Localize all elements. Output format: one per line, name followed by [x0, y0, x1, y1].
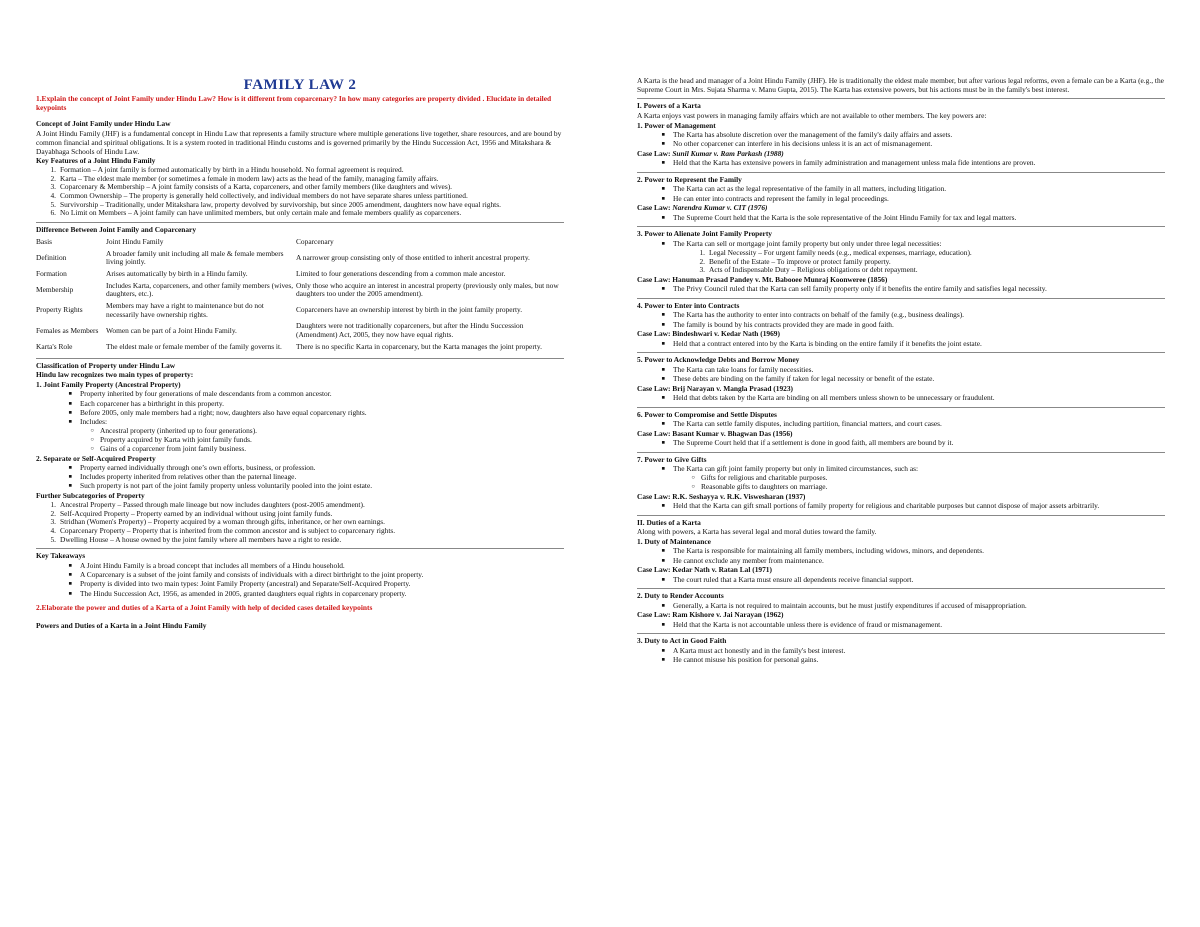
case-law-line: Case Law: Hanuman Prasad Pandey v. Mt. Babooee Munraj Koonweree (1856): [637, 275, 888, 285]
list-text: No Limit on Members – A joint family can have unlimited members, but only certain male and female members qualify as coparceners.: [60, 208, 462, 218]
square-bullet-icon: ■: [661, 286, 665, 293]
list-item: [637, 621, 1165, 630]
list-item: [637, 340, 1165, 349]
list-number: 4.: [50, 191, 56, 201]
square-bullet-icon: ■: [68, 464, 72, 471]
square-bullet-icon: ■: [661, 657, 665, 663]
power-title: 6. Power to Compromise and Settle Disputes: [637, 409, 777, 419]
list-item: [637, 185, 1165, 194]
list-item: [637, 656, 1165, 665]
list-number: 3.: [699, 265, 705, 275]
square-bullet-icon: ■: [661, 395, 665, 401]
list-text: He cannot exclude any member from maintenance.: [673, 555, 824, 565]
square-bullet-icon: ■: [661, 576, 665, 583]
circle-bullet-icon: ○: [691, 484, 695, 490]
duty-points: [637, 647, 1165, 665]
key-feature-item: [36, 209, 564, 218]
list-text: Reasonable gifts to daughters on marriage.: [701, 482, 828, 491]
duty-title: 1. Duty of Maintenance: [637, 537, 711, 547]
square-bullet-icon: ■: [661, 440, 665, 446]
case-law-label: Case Law:: [637, 203, 673, 213]
list-text: No other coparcener can interfere in his decisions unless it is an act of mismanagement.: [673, 139, 933, 149]
list-text: Benefit of the Estate – To improve or protect family property.: [709, 256, 891, 266]
list-text: Stridhan (Women's Property) – Property acquired by a woman through gifts, inheritance, or her own earnings.: [60, 517, 386, 527]
list-text: These debts are binding on the family if taken for legal necessity or benefit of the estate.: [673, 374, 935, 383]
case-law-name: Narendra Kumar v. CIT (1976): [672, 203, 768, 213]
list-text: The Supreme Court held that the Karta is the sole representative of the Joint Hindu Family for tax and legal matters.: [673, 212, 1017, 222]
joint-family-property-heading: 1. Joint Family Property (Ancestral Property): [36, 379, 181, 389]
divider: [637, 298, 1165, 299]
case-law-line: Case Law: Ram Kishore v. Jai Narayan (1962): [637, 610, 784, 620]
table-cell: Limited to four generations descending from a common male ancestor.: [296, 268, 506, 278]
list-text: He cannot misuse his position for personal gains.: [673, 655, 819, 664]
list-item: [637, 547, 1165, 556]
list-text: Generally, a Karta is not required to maintain accounts, but he must justify expenditures if accused of misappropriation.: [673, 600, 1027, 610]
square-bullet-icon: ■: [68, 581, 72, 588]
divider: [36, 222, 564, 223]
key-takeaways-list: [36, 562, 564, 599]
case-law-name: Sunil Kumar v. Ram Parkash (1988): [672, 149, 784, 159]
divider: [637, 98, 1165, 99]
list-text: Such property is not part of the joint family property unless voluntarily pooled into the joint estate.: [80, 481, 373, 491]
divider: [637, 352, 1165, 353]
list-item: [637, 420, 1165, 429]
list-text: The Karta can take loans for family necessities.: [673, 364, 814, 374]
table-row: [36, 342, 564, 354]
list-text: Coparcenary Property – Property that is inherited from the common ancestor and is subject to coparcenary rights.: [60, 525, 396, 535]
list-number: 6.: [50, 208, 56, 218]
duty-points: [637, 547, 1165, 565]
list-text: Legal Necessity – For urgent family needs (e.g., medical expenses, marriage, education).: [709, 248, 972, 257]
square-bullet-icon: ■: [661, 421, 665, 427]
list-text: The court ruled that a Karta must ensure all dependents receive financial support.: [673, 574, 914, 584]
power-points: [637, 311, 1165, 329]
list-item: [36, 409, 564, 418]
key-takeaways-heading: Key Takeaways: [36, 551, 86, 561]
list-item: [36, 400, 564, 409]
list-item: [637, 557, 1165, 566]
list-item: [637, 140, 1165, 149]
circle-bullet-icon: ○: [90, 445, 94, 452]
list-text: Ancestral Property – Passed through male lineage but now includes daughters (post-2005 amendment).: [60, 499, 365, 509]
divider: [637, 588, 1165, 589]
list-number: 5.: [50, 534, 56, 544]
power-section: [637, 226, 1165, 294]
list-item: [637, 502, 1165, 511]
list-text: Survivorship – Traditionally, under Mitakshara law, property devolved by survivorship, but since 2005 amendment, daughters now have equal rights.: [60, 199, 501, 209]
list-text: A Karta must act honestly and in the family's best interest.: [673, 645, 846, 655]
list-text: Held that a contract entered into by the Karta is binding on the entire family if it benefits the joint estate.: [673, 338, 982, 348]
list-number: 3.: [50, 182, 56, 192]
square-bullet-icon: ■: [661, 195, 665, 202]
square-bullet-icon: ■: [68, 391, 72, 398]
list-text: The Karta is responsible for maintaining all family members, including widows, minors, and dependents.: [673, 546, 984, 556]
duty-section: [637, 588, 1165, 629]
table-header-row: [36, 237, 564, 249]
powers-duties-heading: Powers and Duties of a Karta in a Joint Hindu Family: [36, 620, 207, 630]
square-bullet-icon: ■: [68, 400, 72, 407]
table-cell: Members may have a right to maintenance but do not necessarily have ownership rights.: [106, 301, 264, 319]
list-number: 1.: [50, 499, 56, 509]
list-number: 5.: [50, 199, 56, 209]
square-bullet-icon: ■: [68, 474, 72, 481]
power-points: [637, 185, 1165, 203]
list-text: Held that the Karta has extensive powers in family administration and management unless mala fide intentions are proven.: [673, 158, 1036, 168]
comparison-table: [36, 237, 564, 354]
circle-bullet-icon: ○: [90, 437, 94, 444]
divider: [637, 633, 1165, 634]
case-law-label: Case Law:: [637, 149, 673, 159]
list-text: The Supreme Court held that if a settlement is done in good faith, all members are bound by it.: [673, 438, 954, 447]
power-points: [637, 366, 1165, 384]
list-text: Acts of Indispensable Duty – Religious obligations or debt repayment.: [709, 265, 918, 275]
list-text: Coparcenary & Membership – A joint family consists of a Karta, coparceners, and other family members (like daughters and wives).: [60, 182, 452, 192]
key-features-heading: Key Features of a Joint Hindu Family: [36, 156, 156, 166]
list-item: [637, 439, 1165, 448]
square-bullet-icon: ■: [68, 571, 72, 578]
takeaway-item: [36, 580, 564, 589]
list-item: [36, 390, 564, 399]
power-points: [637, 131, 1165, 149]
power-title: 5. Power to Acknowledge Debts and Borrow Money: [637, 355, 800, 365]
case-law-points: [637, 439, 1165, 448]
classification-heading: Classification of Property under Hindu Law: [36, 360, 176, 370]
square-bullet-icon: ■: [68, 419, 72, 426]
list-text: Self-Acquired Property – Property earned by an individual without using joint family funds.: [60, 508, 333, 518]
list-item: [637, 394, 1165, 403]
table-cell: There is no specific Karta in coparcenary, but the Karta manages the joint property.: [296, 341, 542, 351]
gift-circumstances-list: [637, 474, 1165, 491]
duty-title: 2. Duty to Render Accounts: [637, 591, 724, 601]
list-text: Each coparcener has a birthright in this property.: [80, 398, 224, 408]
power-points: [637, 420, 1165, 429]
table-cell: Females as Members: [36, 325, 99, 335]
list-text: The Karta can act as the legal representative of the family in all matters, including litigation.: [673, 184, 947, 194]
case-law-points: [637, 394, 1165, 403]
list-text: Held that debts taken by the Karta are binding on all members unless shown to be unnecessary or fraudulent.: [673, 393, 995, 402]
duty-title: 3. Duty to Act in Good Faith: [637, 636, 727, 646]
case-law-points: [637, 502, 1165, 511]
circle-bullet-icon: ○: [90, 428, 94, 435]
classification-intro: Hindu law recognizes two main types of property:: [36, 370, 194, 380]
difference-heading: Difference Between Joint Family and Coparcenary: [36, 225, 197, 235]
square-bullet-icon: ■: [661, 186, 665, 193]
list-number: 2.: [50, 173, 56, 183]
power-section: [637, 122, 1165, 168]
table-cell: Membership: [36, 285, 74, 294]
table-header-cell: Coparcenary: [296, 236, 334, 246]
table-row: [36, 301, 564, 321]
list-text: Gains of a coparcener from joint family business.: [100, 443, 247, 453]
power-section: [637, 452, 1165, 511]
list-text: Includes property inherited from relatives other than the paternal lineage.: [80, 472, 297, 482]
case-law-line: [637, 204, 1165, 213]
square-bullet-icon: ■: [661, 602, 665, 609]
further-subcategories-list: [36, 501, 564, 545]
table-cell: A broader family unit including all male & female members living jointly.: [106, 248, 284, 267]
list-text: The Karta can sell or mortgage joint family property but only under three legal necessities:: [673, 238, 942, 248]
list-number: 1.: [699, 248, 705, 257]
list-item: [36, 445, 564, 454]
case-law-points: [637, 285, 1165, 294]
table-cell: Includes Karta, coparceners, and other family members (wives, daughters, etc.).: [106, 280, 294, 299]
self-acquired-property-list: [36, 464, 564, 491]
list-item: [637, 195, 1165, 204]
list-text: Held that the Karta is not accountable unless there is evidence of fraud or mismanagement.: [673, 619, 943, 629]
duty-section: [637, 633, 1165, 664]
case-law-points: [637, 340, 1165, 349]
list-item: [637, 483, 1165, 492]
list-text: The Karta has absolute discretion over the management of the family's daily affairs and assets.: [673, 130, 953, 140]
square-bullet-icon: ■: [661, 503, 665, 509]
list-text: Before 2005, only male members had a right; now, daughters also have equal coparcenary rights.: [80, 407, 367, 417]
square-bullet-icon: ■: [661, 466, 665, 472]
key-features-list: [36, 166, 564, 218]
square-bullet-icon: ■: [661, 647, 665, 654]
case-law-line: Case Law: Bindeshwari v. Kedar Nath (1969): [637, 329, 780, 339]
list-text: Property inherited by four generations of male descendants from a common ancestor.: [80, 389, 332, 399]
divider: [637, 226, 1165, 227]
table-cell: Coparceners have an ownership interest by birth in the joint family property.: [296, 305, 523, 315]
list-item: [637, 159, 1165, 168]
list-text: The family is bound by his contracts provided they are made in good faith.: [673, 319, 894, 329]
table-cell: Karta's Role: [36, 341, 73, 351]
list-text: Property is divided into two main types: Joint Family Property (ancestral) and Separate/Self-Acquired Property.: [80, 579, 411, 589]
duties-heading: II. Duties of a Karta: [637, 517, 701, 527]
square-bullet-icon: ■: [661, 214, 665, 221]
divider: [637, 172, 1165, 173]
table-header-cell: Basis: [36, 236, 53, 246]
list-item: [637, 321, 1165, 330]
list-item: [637, 285, 1165, 294]
table-cell: Daughters were not traditionally coparceners, but after the Hindu Succession (Amendment) Act, 2005, they now have equal rights.: [296, 321, 524, 340]
list-text: The Hindu Succession Act, 1956, as amended in 2005, granted daughters equal rights in coparcenary property.: [80, 588, 407, 598]
list-number: 2.: [50, 508, 56, 518]
divider: [637, 515, 1165, 516]
document-title: FAMILY LAW 2: [243, 77, 357, 93]
list-text: He can enter into contracts and represent the family in legal proceedings.: [673, 193, 889, 203]
concept-paragraph: A Joint Hindu Family (JHF) is a fundamental concept in Hindu Law that represents a family structure where multiple generations live together, share resources, and are bound by common financial and spiritual obligations. It is a system rooted in traditional Hindu customs and is governed primarily by the Hindu Succession Act, 1956 and Mitakshara & Dayabhaga Schools of Hindu Law.: [36, 129, 562, 156]
circle-bullet-icon: ○: [691, 475, 695, 482]
list-text: The Privy Council ruled that the Karta can sell family property only if it benefits the entire family and satisfies legal necessity.: [673, 284, 1047, 294]
question-1: 1.Explain the concept of Joint Family under Hindu Law? How is it different from coparcenary? In how many categories are property divided . Elucidate in detailed keypoints: [36, 94, 552, 112]
further-subcategories-heading: Further Subcategories of Property: [36, 491, 145, 501]
power-title: 4. Power to Enter into Contracts: [637, 301, 740, 311]
list-text: Common Ownership – The property is generally held collectively, and individual members do not have separate shares unless partitioned.: [60, 191, 468, 201]
list-text: Property earned individually through one’s own efforts, business, or profession.: [80, 462, 316, 472]
duty-points: [637, 602, 1165, 611]
divider: [637, 407, 1165, 408]
table-row: [36, 249, 564, 269]
power-section: [637, 352, 1165, 402]
table-cell: The eldest male or female member of the family governs it.: [106, 341, 282, 351]
case-law-points: [637, 621, 1165, 630]
table-cell: Arises automatically by birth in a Hindu family.: [106, 268, 248, 278]
list-number: 4.: [50, 525, 56, 535]
includes-sublist: [36, 427, 564, 453]
duty-section: [637, 538, 1165, 584]
left-column: [36, 76, 564, 631]
list-text: Held that the Karta can gift small portions of family property for religious and charitable purposes but cannot dispose of major assets arbitrarily.: [673, 501, 1100, 510]
power-title: 3. Power to Alienate Joint Family Property: [637, 229, 772, 239]
list-item: [637, 214, 1165, 223]
table-cell: Formation: [36, 268, 67, 278]
square-bullet-icon: ■: [661, 312, 665, 319]
case-law-line: Case Law: Basant Kumar v. Bhagwan Das (1956): [637, 428, 793, 438]
list-text: A Coparcenary is a subset of the joint family and consists of individuals with a direct birthright to the joint property.: [80, 569, 424, 579]
square-bullet-icon: ■: [661, 321, 665, 328]
square-bullet-icon: ■: [661, 240, 665, 247]
list-text: Karta – The eldest male member (or sometimes a female in modern law) acts as the head of the family, managing family affairs.: [60, 173, 439, 183]
case-law-points: [637, 159, 1165, 168]
power-section: [637, 172, 1165, 222]
table-row: [36, 269, 564, 281]
divider: [637, 452, 1165, 453]
square-bullet-icon: ■: [661, 366, 665, 373]
power-title: 7. Power to Give Gifts: [637, 454, 707, 464]
table-cell: Property Rights: [36, 305, 83, 315]
list-text: The Karta has the authority to enter into contracts on behalf of the family (e.g., business dealings).: [673, 310, 965, 320]
question-2: 2.Elaborate the power and duties of a Karta of a Joint Family with help of decided cases detailed keypoints: [36, 603, 373, 613]
legal-necessity-list: [637, 249, 1165, 275]
case-law-line: Case Law: R.K. Seshayya v. R.K. Viswesharan (1937): [637, 491, 806, 501]
subcategory-item: [36, 536, 564, 545]
list-text: Dwelling House – A house owned by the joint family where all members have a right to reside.: [60, 534, 342, 544]
list-number: 1.: [50, 164, 56, 174]
case-law-line: Case Law: Brij Narayan v. Mangla Prasad (1923): [637, 383, 794, 393]
case-law-points: [637, 214, 1165, 223]
power-section: [637, 298, 1165, 348]
list-text: Property acquired by Karta with joint family funds.: [100, 435, 252, 445]
table-cell: Only those who acquire an interest in ancestral property (previously only males, but now daughters too under the 2005 amendment).: [296, 280, 559, 299]
list-number: 3.: [50, 517, 56, 527]
concept-heading: Concept of Joint Family under Hindu Law: [36, 119, 171, 129]
powers-intro: A Karta enjoys vast powers in managing family affairs which are not available to other members. The key powers are:: [637, 111, 987, 121]
list-item: [637, 576, 1165, 585]
list-number: 2.: [699, 256, 705, 266]
karta-intro: A Karta is the head and manager of a Joint Hindu Family (JHF). He is traditionally the eldest male member, but after various legal reforms, even a female can be a Karta (e.g., the Supreme Court in Mrs. Sujata Sharma v. Manu Gupta, 2015). The Karta has extensive powers, but his actions must be in the family's best interest.: [637, 76, 1164, 94]
table-header-cell: Joint Hindu Family: [106, 236, 164, 246]
list-text: Gifts for religious and charitable purposes.: [701, 473, 828, 483]
list-item: [637, 311, 1165, 320]
table-cell: Women can be part of a Joint Hindu Family.: [106, 325, 237, 335]
square-bullet-icon: ■: [661, 160, 665, 167]
right-column: [637, 76, 1165, 665]
power-title: 2. Power to Represent the Family: [637, 175, 742, 185]
square-bullet-icon: ■: [661, 340, 665, 347]
divider: [36, 548, 564, 549]
square-bullet-icon: ■: [68, 483, 72, 490]
power-section: [637, 407, 1165, 448]
square-bullet-icon: ■: [661, 376, 665, 382]
takeaway-item: [36, 590, 564, 599]
case-law-line: Case Law: Kedar Nath v. Ratan Lal (1971): [637, 565, 772, 575]
self-acquired-property-heading: 2. Separate or Self-Acquired Property: [36, 453, 156, 463]
square-bullet-icon: ■: [661, 557, 665, 564]
duty-sections: [637, 538, 1165, 665]
square-bullet-icon: ■: [68, 562, 72, 569]
divider: [36, 358, 564, 359]
list-text: Formation – A joint family is formed automatically by birth in a Hindu household. No formal agreement is required.: [60, 164, 404, 174]
square-bullet-icon: ■: [661, 132, 665, 139]
list-item: [637, 375, 1165, 384]
powers-heading: I. Powers of a Karta: [637, 101, 701, 111]
square-bullet-icon: ■: [68, 590, 72, 597]
list-text: Ancestral property (inherited up to four generations).: [100, 426, 257, 436]
square-bullet-icon: ■: [661, 141, 665, 148]
joint-family-property-list: [36, 390, 564, 427]
list-text: The Karta can settle family disputes, including partition, financial matters, and court cases.: [673, 419, 942, 428]
table-row: [36, 281, 564, 301]
list-item: [637, 602, 1165, 611]
list-text: Includes:: [80, 417, 108, 427]
square-bullet-icon: ■: [661, 621, 665, 628]
table-cell: Definition: [36, 252, 67, 262]
case-law-points: [637, 576, 1165, 585]
table-cell: A narrower group consisting only of those entitled to inherit ancestral property.: [296, 252, 530, 262]
power-title: 1. Power of Management: [637, 120, 716, 130]
duties-intro: Along with powers, a Karta has several legal and moral duties toward the family.: [637, 527, 877, 537]
square-bullet-icon: ■: [68, 409, 72, 416]
list-text: A Joint Hindu Family is a broad concept that includes all members of a Hindu household.: [80, 560, 345, 570]
list-item: [36, 482, 564, 491]
table-row: [36, 321, 564, 341]
square-bullet-icon: ■: [661, 548, 665, 555]
list-text: The Karta can gift joint family property but only in limited circumstances, such as:: [673, 464, 919, 473]
power-sections: [637, 122, 1165, 511]
necessity-item: [637, 266, 1165, 275]
